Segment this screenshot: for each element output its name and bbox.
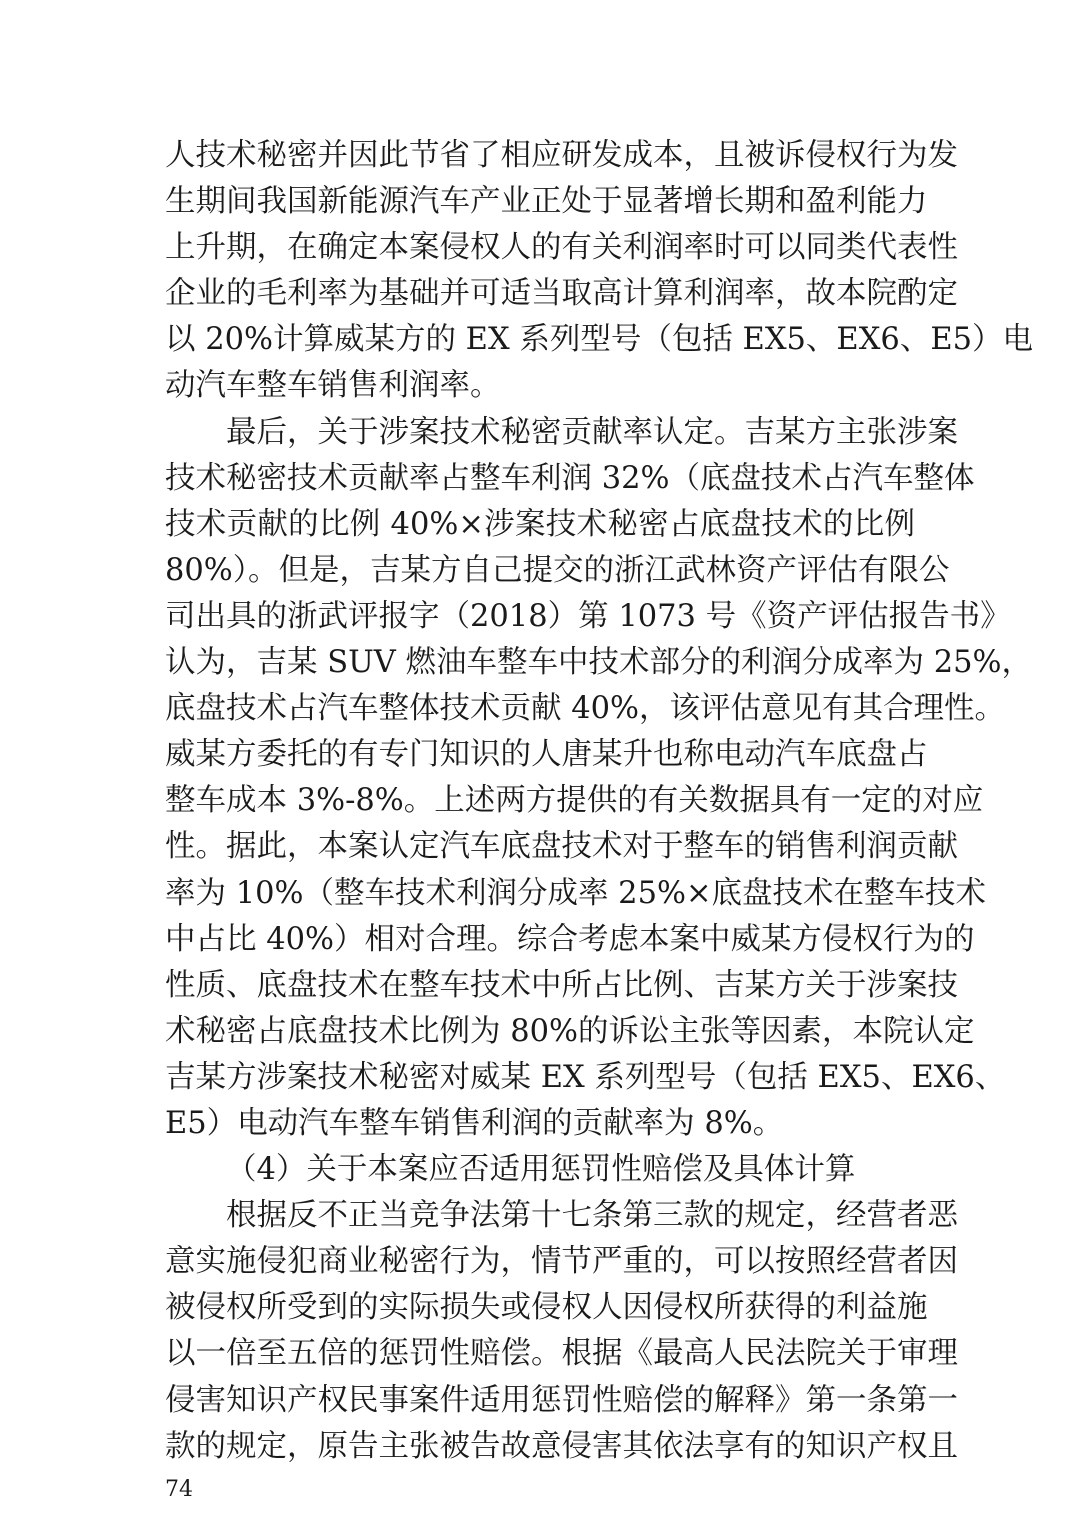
text-line: 技术贡献的比例 40%×涉案技术秘密占底盘技术的比例 — [165, 506, 915, 542]
text-line: 款的规定，原告主张被告故意侵害其依法享有的知识产权且 — [165, 1428, 958, 1464]
section-heading: （4）关于本案应否适用惩罚性赔偿及具体计算 — [226, 1152, 856, 1188]
text-line: 根据反不正当竞争法第十七条第三款的规定，经营者恶 — [226, 1198, 958, 1234]
text-line: 动汽车整车销售利润率。 — [165, 368, 501, 404]
text-line: 吉某方涉案技术秘密对威某 EX 系列型号（包括 EX5、EX6、 — [165, 1059, 1006, 1095]
text-line: 以 20%计算威某方的 EX 系列型号（包括 EX5、EX6、E5）电 — [165, 322, 1033, 358]
text-line: 意实施侵犯商业秘密行为，情节严重的，可以按照经营者因 — [165, 1244, 958, 1280]
text-line: 率为 10%（整车技术利润分成率 25%×底盘技术在整车技术 — [165, 875, 987, 911]
text-line: 性质、底盘技术在整车技术中所占比例、吉某方关于涉案技 — [165, 967, 958, 1003]
text-line: 司出具的浙武评报字（2018）第 1073 号《资产评估报告书》 — [165, 598, 1011, 634]
text-line: 术秘密占底盘技术比例为 80%的诉讼主张等因素，本院认定 — [165, 1013, 975, 1049]
text-line: 最后，关于涉案技术秘密贡献率认定。吉某方主张涉案 — [226, 414, 958, 450]
text-line: 上升期，在确定本案侵权人的有关利润率时可以同类代表性 — [165, 230, 958, 266]
text-line: 80%）。但是，吉某方自己提交的浙江武林资产评估有限公 — [165, 552, 950, 588]
text-line: 整车成本 3%-8%。上述两方提供的有关数据具有一定的对应 — [165, 783, 984, 819]
text-line: 中占比 40%）相对合理。综合考虑本案中威某方侵权行为的 — [165, 921, 975, 957]
text-line: 被侵权所受到的实际损失或侵权人因侵权所获得的利益施 — [165, 1290, 928, 1326]
body-text — [165, 133, 1033, 1470]
text-line: 人技术秘密并因此节省了相应研发成本，且被诉侵权行为发 — [165, 138, 958, 173]
text-line: E5）电动汽车整车销售利润的贡献率为 8%。 — [165, 1105, 784, 1141]
page-number: 74 — [165, 1477, 193, 1502]
text-line: 侵害知识产权民事案件适用惩罚性赔偿的解释》第一条第一 — [165, 1382, 958, 1418]
text-line: 以一倍至五倍的惩罚性赔偿。根据《最高人民法院关于审理 — [165, 1336, 958, 1372]
text-line: 生期间我国新能源汽车产业正处于显著增长期和盈利能力 — [165, 184, 928, 220]
text-line: 威某方委托的有专门知识的人唐某升也称电动汽车底盘占 — [165, 737, 928, 773]
text-line: 技术秘密技术贡献率占整车利润 32%（底盘技术占汽车整体 — [165, 460, 975, 496]
text-line: 底盘技术占汽车整体技术贡献 40%，该评估意见有其合理性。 — [165, 691, 1005, 727]
text-line: 企业的毛利率为基础并可适当取高计算利润率，故本院酌定 — [165, 276, 958, 312]
text-line: 认为，吉某 SUV 燃油车整车中技术部分的利润分成率为 25%， — [165, 645, 1032, 681]
text-line: 性。据此，本案认定汽车底盘技术对于整车的销售利润贡献 — [165, 829, 958, 865]
